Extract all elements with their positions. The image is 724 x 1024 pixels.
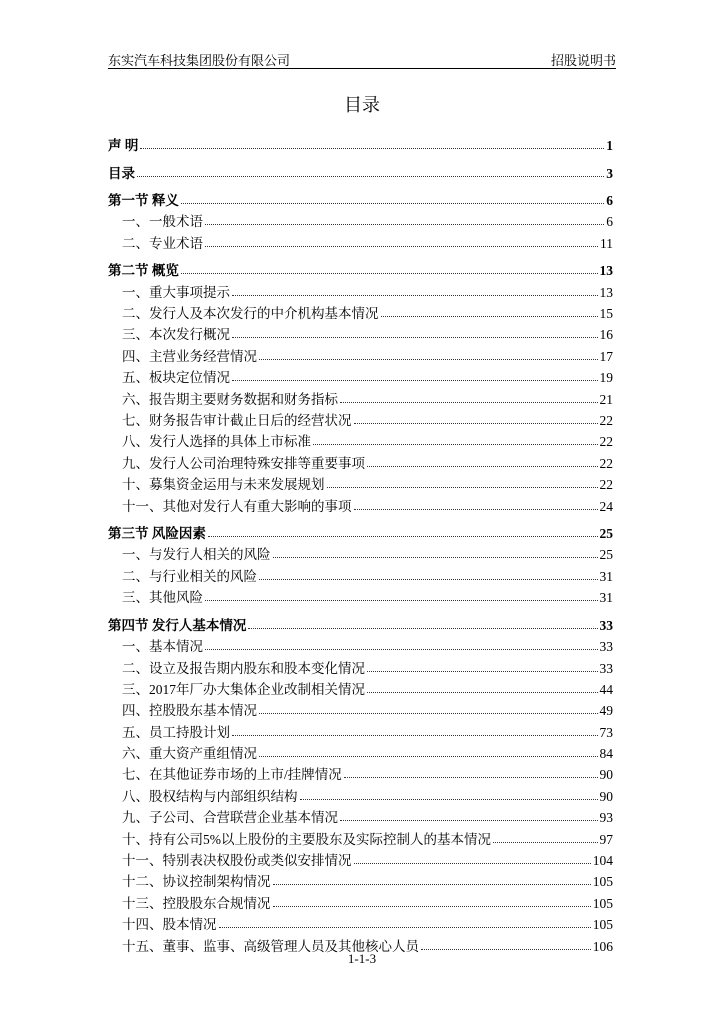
toc-entry-label: 第三节 风险因素 <box>108 526 206 542</box>
toc-entry-label: 六、报告期主要财务数据和财务指标 <box>122 391 338 407</box>
toc-entry-page: 97 <box>599 831 613 847</box>
toc-dot-leader <box>340 401 598 403</box>
toc-entry-page: 22 <box>599 413 613 429</box>
toc-dot-leader <box>354 862 591 864</box>
toc-section-entry[interactable] <box>108 154 613 182</box>
toc-entry-label: 一、与发行人相关的风险 <box>122 547 271 563</box>
toc-entry[interactable] <box>108 322 613 343</box>
toc-entry-page: 33 <box>599 639 613 655</box>
toc-entry-label: 三、其他风险 <box>122 590 203 606</box>
toc-dot-leader <box>232 294 598 296</box>
toc-dot-leader <box>232 379 598 381</box>
toc-entry-page: 105 <box>592 917 613 933</box>
toc-entry[interactable] <box>108 563 613 584</box>
toc-section-entry[interactable] <box>108 252 613 280</box>
table-of-contents <box>108 133 613 955</box>
toc-section-entry[interactable] <box>108 182 613 210</box>
toc-dot-leader <box>273 905 591 907</box>
toc-entry-page: 22 <box>599 477 613 493</box>
toc-entry[interactable] <box>108 826 613 847</box>
toc-entry-page: 22 <box>599 455 613 471</box>
toc-entry-page: 49 <box>599 703 613 719</box>
toc-entry[interactable] <box>108 472 613 493</box>
toc-entry-page: 90 <box>599 767 613 783</box>
toc-dot-leader <box>259 578 598 580</box>
toc-dot-leader <box>137 175 604 177</box>
toc-entry-page: 13 <box>599 263 613 279</box>
toc-section-entry[interactable] <box>108 606 613 634</box>
toc-dot-leader <box>259 755 598 757</box>
toc-entry-label: 一、基本情况 <box>122 639 203 655</box>
toc-entry-page: 84 <box>599 746 613 762</box>
toc-entry-label: 四、主营业务经营情况 <box>122 348 257 364</box>
toc-entry-page: 22 <box>599 434 613 450</box>
toc-dot-leader <box>205 223 604 225</box>
toc-dot-leader <box>205 648 598 650</box>
toc-entry-page: 21 <box>599 391 613 407</box>
toc-entry-label: 五、板块定位情况 <box>122 370 230 386</box>
toc-dot-leader <box>273 556 598 558</box>
toc-dot-leader <box>300 798 598 800</box>
toc-entry-label: 十一、特别表决权股份或类似安排情况 <box>122 853 352 869</box>
page-header <box>108 50 616 69</box>
toc-entry-page: 1 <box>606 138 613 153</box>
toc-entry[interactable] <box>108 719 613 740</box>
toc-entry-label: 九、子公司、合营联营企业基本情况 <box>122 810 338 826</box>
toc-entry-label: 十、募集资金运用与未来发展规划 <box>122 477 325 493</box>
toc-entry-label: 十三、控股股东合规情况 <box>122 895 271 911</box>
toc-entry[interactable] <box>108 762 613 783</box>
page-title: 目录 <box>344 95 380 116</box>
toc-entry-label: 第一节 释义 <box>108 193 179 208</box>
toc-dot-leader <box>367 691 598 693</box>
toc-dot-leader <box>354 422 598 424</box>
toc-dot-leader <box>248 627 597 629</box>
toc-entry[interactable] <box>108 869 613 890</box>
header-doc-type: 招股说明书 <box>550 54 616 69</box>
toc-dot-leader <box>367 670 598 672</box>
toc-entry-label: 六、重大资产重组情况 <box>122 746 257 762</box>
toc-entry[interactable] <box>108 585 613 606</box>
toc-entry[interactable] <box>108 365 613 386</box>
toc-entry[interactable] <box>108 912 613 933</box>
toc-entry-label: 五、员工持股计划 <box>122 724 230 740</box>
toc-entry[interactable] <box>108 343 613 364</box>
header-divider <box>108 68 616 69</box>
toc-entry-label: 八、发行人选择的具体上市标准 <box>122 434 311 450</box>
toc-entry-page: 33 <box>599 617 613 633</box>
toc-entry[interactable] <box>108 805 613 826</box>
toc-entry-label: 一、重大事项提示 <box>122 284 230 300</box>
toc-entry-label: 二、与行业相关的风险 <box>122 568 257 584</box>
toc-dot-leader <box>181 202 604 204</box>
header-company: 东实汽车科技集团股份有限公司 <box>108 54 291 69</box>
toc-entry[interactable] <box>108 698 613 719</box>
toc-entry-page: 3 <box>606 165 613 181</box>
toc-entry[interactable] <box>108 408 613 429</box>
toc-dot-leader <box>421 948 591 950</box>
toc-dot-leader <box>205 599 598 601</box>
toc-dot-leader <box>367 465 598 467</box>
toc-entry[interactable] <box>108 542 613 563</box>
toc-entry[interactable] <box>108 429 613 450</box>
toc-entry-page: 17 <box>599 348 613 364</box>
toc-entry-page: 25 <box>599 526 613 542</box>
toc-entry-page: 15 <box>599 306 613 322</box>
toc-entry-label: 目录 <box>108 165 135 181</box>
toc-entry-page: 11 <box>600 235 613 251</box>
toc-dot-leader <box>140 147 604 149</box>
toc-dot-leader <box>340 819 598 821</box>
toc-entry-label: 二、发行人及本次发行的中介机构基本情况 <box>122 306 379 322</box>
toc-entry[interactable] <box>108 677 613 698</box>
toc-dot-leader <box>344 776 598 778</box>
toc-entry[interactable] <box>108 450 613 471</box>
toc-dot-leader <box>354 508 598 510</box>
toc-entry[interactable] <box>108 301 613 322</box>
toc-entry-page: 6 <box>606 193 613 208</box>
toc-entry-page: 44 <box>599 681 613 697</box>
toc-entry-label: 七、在其他证券市场的上市/挂牌情况 <box>122 767 342 783</box>
page-number: 1-1-3 <box>347 951 377 966</box>
toc-entry-page: 19 <box>599 370 613 386</box>
toc-entry[interactable] <box>108 230 613 251</box>
toc-entry-page: 104 <box>592 853 613 869</box>
toc-entry-label: 二、专业术语 <box>122 235 203 251</box>
toc-entry-label: 声 明 <box>108 138 139 153</box>
toc-section-entry[interactable] <box>108 515 613 543</box>
toc-dot-leader <box>493 841 598 843</box>
toc-entry[interactable] <box>108 783 613 804</box>
toc-dot-leader <box>219 926 591 928</box>
toc-dot-leader <box>381 315 598 317</box>
toc-entry-page: 90 <box>599 788 613 804</box>
toc-entry-label: 三、2017年厂办大集体企业改制相关情况 <box>122 681 365 697</box>
toc-dot-leader <box>273 883 591 885</box>
toc-entry-page: 31 <box>599 590 613 606</box>
toc-entry-page: 13 <box>599 284 613 300</box>
toc-entry-label: 十一、其他对发行人有重大影响的事项 <box>122 498 352 514</box>
toc-dot-leader <box>205 245 598 247</box>
toc-entry-page: 105 <box>592 895 613 911</box>
toc-dot-leader <box>208 535 598 537</box>
toc-entry-label: 十四、股本情况 <box>122 917 217 933</box>
toc-entry-label: 四、控股股东基本情况 <box>122 703 257 719</box>
toc-entry-page: 25 <box>599 547 613 563</box>
toc-entry-label: 二、设立及报告期内股东和股本变化情况 <box>122 660 365 676</box>
toc-entry[interactable] <box>108 848 613 869</box>
toc-entry[interactable] <box>108 279 613 300</box>
toc-entry-page: 6 <box>606 214 613 230</box>
toc-entry[interactable] <box>108 493 613 514</box>
toc-entry-page: 24 <box>599 498 613 514</box>
toc-entry-label: 九、发行人公司治理特殊安排等重要事项 <box>122 455 365 471</box>
toc-dot-leader <box>181 272 598 274</box>
toc-entry-page: 106 <box>592 938 613 954</box>
toc-entry-label: 三、本次发行概况 <box>122 327 230 343</box>
toc-entry[interactable] <box>108 209 613 230</box>
toc-entry[interactable] <box>108 634 613 655</box>
toc-entry-label: 八、股权结构与内部组织结构 <box>122 788 298 804</box>
toc-entry-label: 第四节 发行人基本情况 <box>108 617 247 633</box>
toc-entry[interactable] <box>108 655 613 676</box>
toc-entry[interactable] <box>108 741 613 762</box>
toc-entry-label: 十五、董事、监事、高级管理人员及其他核心人员 <box>122 938 419 954</box>
toc-dot-leader <box>313 443 598 445</box>
toc-entry[interactable] <box>108 890 613 911</box>
toc-dot-leader <box>232 336 598 338</box>
toc-entry-label: 七、财务报告审计截止日后的经营状况 <box>122 413 352 429</box>
toc-entry-page: 73 <box>599 724 613 740</box>
toc-entry-page: 33 <box>599 660 613 676</box>
toc-entry-page: 105 <box>592 874 613 890</box>
toc-entry-label: 一、一般术语 <box>122 214 203 230</box>
toc-section-entry[interactable] <box>108 133 613 154</box>
toc-entry-page: 93 <box>599 810 613 826</box>
toc-entry-page: 31 <box>599 568 613 584</box>
toc-entry-page: 16 <box>599 327 613 343</box>
toc-dot-leader <box>259 358 598 360</box>
toc-dot-leader <box>259 712 598 714</box>
toc-entry-label: 十二、协议控制架构情况 <box>122 874 271 890</box>
toc-dot-leader <box>327 486 598 488</box>
toc-entry-label: 第二节 概览 <box>108 263 179 279</box>
toc-dot-leader <box>232 734 598 736</box>
toc-entry[interactable] <box>108 386 613 407</box>
toc-entry-label: 十、持有公司5%以上股份的主要股东及实际控制人的基本情况 <box>122 831 491 847</box>
